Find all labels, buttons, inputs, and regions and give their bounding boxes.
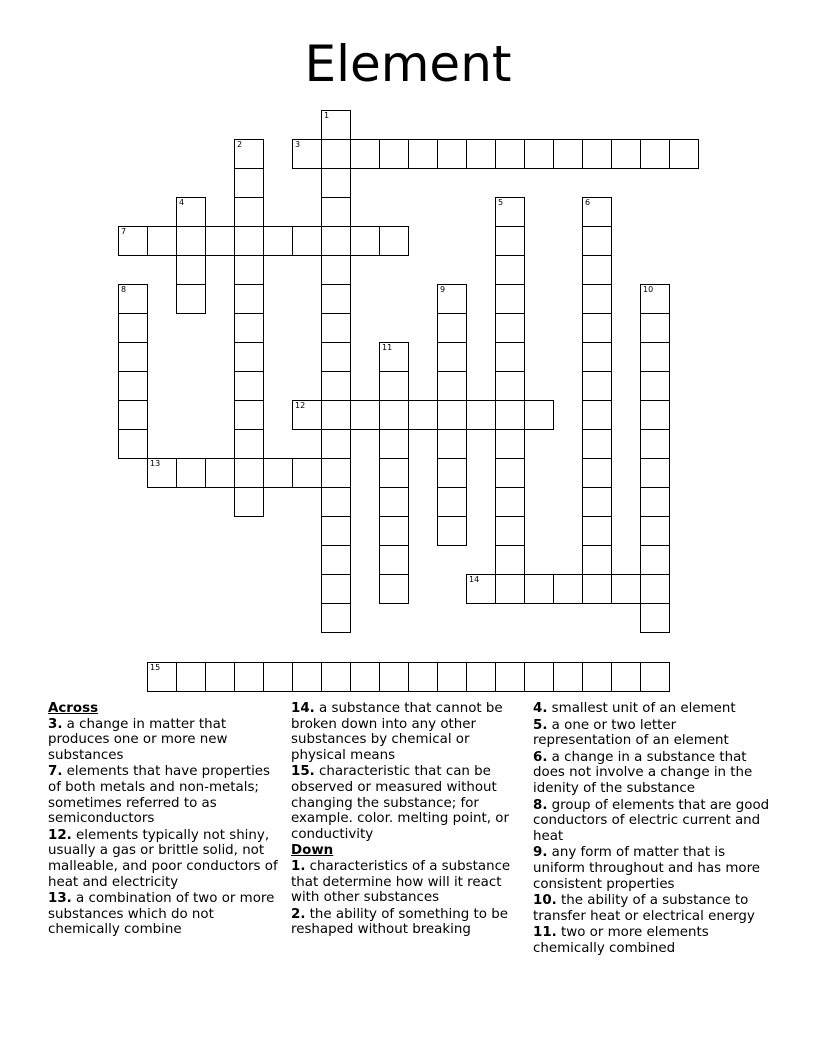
grid-cell[interactable] bbox=[582, 662, 612, 692]
down-heading: Down bbox=[291, 843, 334, 859]
grid-cell[interactable] bbox=[321, 255, 351, 285]
grid-cell[interactable] bbox=[640, 458, 670, 488]
grid-cell[interactable] bbox=[118, 226, 148, 256]
puzzle-title: Element bbox=[304, 35, 512, 93]
grid-cell[interactable] bbox=[147, 458, 177, 488]
grid-cell[interactable] bbox=[611, 139, 641, 169]
grid-cell[interactable] bbox=[321, 574, 351, 604]
cell-number: 2 bbox=[237, 140, 243, 149]
grid-cell[interactable] bbox=[611, 662, 641, 692]
clue-down-10: 10. the ability of a substance to transfer heat or electrical energy bbox=[533, 893, 755, 924]
grid-cell[interactable] bbox=[495, 313, 525, 343]
grid-cell[interactable] bbox=[640, 429, 670, 459]
grid-cell[interactable] bbox=[408, 139, 438, 169]
grid-cell[interactable] bbox=[321, 662, 351, 692]
grid-cell[interactable] bbox=[292, 139, 322, 169]
grid-cell[interactable] bbox=[582, 487, 612, 517]
clues-column-1 bbox=[48, 701, 280, 939]
grid-cell[interactable] bbox=[524, 662, 554, 692]
grid-cell[interactable] bbox=[321, 458, 351, 488]
grid-cell[interactable] bbox=[234, 342, 264, 372]
grid-cell[interactable] bbox=[582, 574, 612, 604]
grid-cell[interactable] bbox=[118, 342, 148, 372]
grid-cell[interactable] bbox=[640, 574, 670, 604]
grid-cell[interactable] bbox=[640, 545, 670, 575]
grid-cell[interactable] bbox=[379, 139, 409, 169]
grid-cell[interactable] bbox=[524, 139, 554, 169]
grid-cell[interactable] bbox=[495, 197, 525, 227]
grid-cell[interactable] bbox=[321, 168, 351, 198]
clue-across-7: 7. elements that have properties of both metals and non-metals; sometimes referred to as semiconductors bbox=[48, 764, 271, 827]
grid-cell[interactable] bbox=[118, 313, 148, 343]
grid-cell[interactable] bbox=[495, 429, 525, 459]
grid-cell[interactable] bbox=[118, 371, 148, 401]
grid-cell[interactable] bbox=[234, 139, 264, 169]
grid-cell[interactable] bbox=[379, 516, 409, 546]
grid-cell[interactable] bbox=[495, 284, 525, 314]
clue-across-3: 3. a change in matter that produces one or more new substances bbox=[48, 716, 228, 763]
grid-cell[interactable] bbox=[640, 371, 670, 401]
grid-cell[interactable] bbox=[582, 197, 612, 227]
clue-down-11: 11. two or more elements chemically combined bbox=[533, 925, 709, 956]
grid-cell[interactable] bbox=[495, 662, 525, 692]
grid-cell[interactable] bbox=[321, 400, 351, 430]
grid-cell[interactable] bbox=[582, 313, 612, 343]
grid-cell[interactable] bbox=[437, 516, 467, 546]
cell-number: 3 bbox=[295, 140, 301, 149]
grid-cell[interactable] bbox=[408, 662, 438, 692]
clue-down-5: 5. a one or two letter representation of an element bbox=[533, 717, 729, 749]
grid-cell[interactable] bbox=[437, 487, 467, 517]
grid-cell[interactable] bbox=[379, 545, 409, 575]
grid-cell[interactable] bbox=[437, 342, 467, 372]
cell-number: 13 bbox=[150, 459, 161, 468]
grid-cell[interactable] bbox=[292, 662, 322, 692]
grid-cell[interactable] bbox=[466, 139, 496, 169]
grid-cell[interactable] bbox=[582, 371, 612, 401]
grid-cell[interactable] bbox=[292, 458, 322, 488]
grid-cell[interactable] bbox=[321, 197, 351, 227]
cell-number: 14 bbox=[469, 575, 480, 584]
grid-cell[interactable] bbox=[466, 574, 496, 604]
clue-across-13: 13. a combination of two or more substances which do not chemically combine bbox=[48, 891, 275, 938]
grid-cell[interactable] bbox=[495, 574, 525, 604]
grid-cell[interactable] bbox=[350, 400, 380, 430]
grid-cell[interactable] bbox=[234, 255, 264, 285]
grid-cell[interactable] bbox=[234, 429, 264, 459]
grid-cell[interactable] bbox=[379, 429, 409, 459]
grid-cell[interactable] bbox=[321, 545, 351, 575]
grid-cell[interactable] bbox=[640, 342, 670, 372]
grid-cell[interactable] bbox=[495, 226, 525, 256]
grid-cell[interactable] bbox=[582, 545, 612, 575]
grid-cell[interactable] bbox=[437, 429, 467, 459]
grid-cell[interactable] bbox=[234, 197, 264, 227]
grid-cell[interactable] bbox=[234, 458, 264, 488]
grid-cell[interactable] bbox=[379, 371, 409, 401]
cell-number: 10 bbox=[643, 285, 654, 294]
grid-cell[interactable] bbox=[379, 662, 409, 692]
grid-cell[interactable] bbox=[234, 226, 264, 256]
clues-column-3 bbox=[533, 701, 778, 958]
grid-cell[interactable] bbox=[350, 662, 380, 692]
grid-cell[interactable] bbox=[321, 371, 351, 401]
grid-cell[interactable] bbox=[321, 226, 351, 256]
cell-number: 6 bbox=[585, 198, 591, 207]
cell-number: 1 bbox=[324, 111, 330, 120]
grid-cell[interactable] bbox=[553, 662, 583, 692]
grid-cell[interactable] bbox=[582, 139, 612, 169]
grid-cell[interactable] bbox=[437, 284, 467, 314]
cell-number: 4 bbox=[179, 198, 185, 207]
clue-down-2: 2. the ability of something to be reshaped without breaking bbox=[291, 906, 508, 938]
grid-cell[interactable] bbox=[582, 516, 612, 546]
grid-cell[interactable] bbox=[263, 458, 293, 488]
cell-number: 7 bbox=[121, 227, 127, 236]
grid-cell[interactable] bbox=[176, 662, 206, 692]
grid-cell[interactable] bbox=[495, 458, 525, 488]
grid-cell[interactable] bbox=[495, 371, 525, 401]
grid-cell[interactable] bbox=[321, 429, 351, 459]
grid-cell[interactable] bbox=[524, 574, 554, 604]
grid-cell[interactable] bbox=[350, 226, 380, 256]
grid-cell[interactable] bbox=[495, 400, 525, 430]
grid-cell[interactable] bbox=[234, 313, 264, 343]
clue-across-12: 12. elements typically not shiny, usually a gas or brittle solid, not malleable, and poor conductors of heat and electricity bbox=[48, 827, 278, 890]
grid-cell[interactable] bbox=[669, 139, 699, 169]
clues-column-2 bbox=[291, 701, 525, 939]
grid-cell[interactable] bbox=[582, 400, 612, 430]
across-heading: Across bbox=[48, 701, 99, 716]
grid-cell[interactable] bbox=[234, 400, 264, 430]
grid-cell[interactable] bbox=[379, 400, 409, 430]
grid-cell[interactable] bbox=[205, 458, 235, 488]
grid-cell[interactable] bbox=[640, 139, 670, 169]
grid-cell[interactable] bbox=[495, 342, 525, 372]
grid-cell[interactable] bbox=[437, 371, 467, 401]
grid-cell[interactable] bbox=[582, 342, 612, 372]
grid-cell[interactable] bbox=[263, 662, 293, 692]
grid-cell[interactable] bbox=[205, 662, 235, 692]
grid-cell[interactable] bbox=[640, 487, 670, 517]
clue-down-8: 8. group of elements that are good conductors of electric current and heat bbox=[533, 797, 770, 844]
cell-number: 5 bbox=[498, 198, 504, 207]
grid-cell[interactable] bbox=[350, 139, 380, 169]
grid-cell[interactable] bbox=[321, 110, 351, 140]
grid-cell[interactable] bbox=[495, 516, 525, 546]
grid-cell[interactable] bbox=[321, 313, 351, 343]
grid-cell[interactable] bbox=[495, 255, 525, 285]
grid-cell[interactable] bbox=[176, 458, 206, 488]
grid-cell[interactable] bbox=[118, 429, 148, 459]
grid-cell[interactable] bbox=[379, 226, 409, 256]
grid-cell[interactable] bbox=[437, 458, 467, 488]
grid-cell[interactable] bbox=[582, 458, 612, 488]
grid-cell[interactable] bbox=[321, 342, 351, 372]
cell-number: 8 bbox=[121, 285, 127, 294]
grid-cell[interactable] bbox=[234, 168, 264, 198]
grid-cell[interactable] bbox=[292, 226, 322, 256]
grid-cell[interactable] bbox=[640, 603, 670, 633]
cell-number: 9 bbox=[440, 285, 446, 294]
grid-cell[interactable] bbox=[466, 662, 496, 692]
grid-cell[interactable] bbox=[582, 429, 612, 459]
grid-cell[interactable] bbox=[205, 226, 235, 256]
grid-cell[interactable] bbox=[147, 662, 177, 692]
grid-cell[interactable] bbox=[234, 371, 264, 401]
grid-cell[interactable] bbox=[582, 284, 612, 314]
grid-cell[interactable] bbox=[176, 226, 206, 256]
clue-down-6: 6. a change in a substance that does not involve a change in the idenity of the substance bbox=[533, 749, 753, 796]
grid-cell[interactable] bbox=[640, 400, 670, 430]
grid-cell[interactable] bbox=[582, 255, 612, 285]
grid-cell[interactable] bbox=[176, 255, 206, 285]
cell-number: 12 bbox=[295, 401, 306, 410]
grid-cell[interactable] bbox=[292, 400, 322, 430]
grid-cell[interactable] bbox=[553, 139, 583, 169]
grid-cell[interactable] bbox=[437, 313, 467, 343]
grid-cell[interactable] bbox=[611, 574, 641, 604]
clue-down-1: 1. characteristics of a substance that determine how will it react with other substances bbox=[291, 858, 511, 906]
grid-cell[interactable] bbox=[495, 139, 525, 169]
grid-cell[interactable] bbox=[640, 313, 670, 343]
grid-cell[interactable] bbox=[437, 662, 467, 692]
grid-cell[interactable] bbox=[437, 139, 467, 169]
grid-cell[interactable] bbox=[321, 139, 351, 169]
grid-cell[interactable] bbox=[321, 487, 351, 517]
clue-down-9: 9. any form of matter that is uniform throughout and has more consistent properties bbox=[533, 845, 761, 892]
cell-number: 15 bbox=[150, 663, 161, 672]
grid-cell[interactable] bbox=[147, 226, 177, 256]
clue-down-4: 4. smallest unit of an element bbox=[533, 701, 736, 716]
clue-across-15: 15. characteristic that can be observed or measured without changing the substance; for example. color. melting point, or conductivity bbox=[291, 764, 509, 842]
grid-cell[interactable] bbox=[118, 284, 148, 314]
grid-cell[interactable] bbox=[263, 226, 293, 256]
grid-cell[interactable] bbox=[321, 603, 351, 633]
grid-cell[interactable] bbox=[553, 574, 583, 604]
grid-cell[interactable] bbox=[379, 342, 409, 372]
grid-cell[interactable] bbox=[321, 516, 351, 546]
grid-cell[interactable] bbox=[176, 197, 206, 227]
grid-cell[interactable] bbox=[466, 400, 496, 430]
grid-cell[interactable] bbox=[582, 226, 612, 256]
grid-cell[interactable] bbox=[176, 284, 206, 314]
grid-cell[interactable] bbox=[379, 458, 409, 488]
grid-cell[interactable] bbox=[437, 400, 467, 430]
grid-cell[interactable] bbox=[640, 284, 670, 314]
grid-cell[interactable] bbox=[640, 662, 670, 692]
grid-cell[interactable] bbox=[495, 487, 525, 517]
grid-cell[interactable] bbox=[321, 284, 351, 314]
cell-number: 11 bbox=[382, 343, 393, 352]
grid-cell[interactable] bbox=[379, 487, 409, 517]
clue-across-14: 14. a substance that cannot be broken down into any other substances by chemical or physical means bbox=[291, 701, 503, 763]
grid-cell[interactable] bbox=[234, 284, 264, 314]
grid-cell[interactable] bbox=[408, 400, 438, 430]
grid-cell[interactable] bbox=[234, 662, 264, 692]
grid-cell[interactable] bbox=[524, 400, 554, 430]
grid-cell[interactable] bbox=[234, 487, 264, 517]
grid-cell[interactable] bbox=[118, 400, 148, 430]
grid-cell[interactable] bbox=[640, 516, 670, 546]
grid-cell[interactable] bbox=[379, 574, 409, 604]
grid-cell[interactable] bbox=[495, 545, 525, 575]
